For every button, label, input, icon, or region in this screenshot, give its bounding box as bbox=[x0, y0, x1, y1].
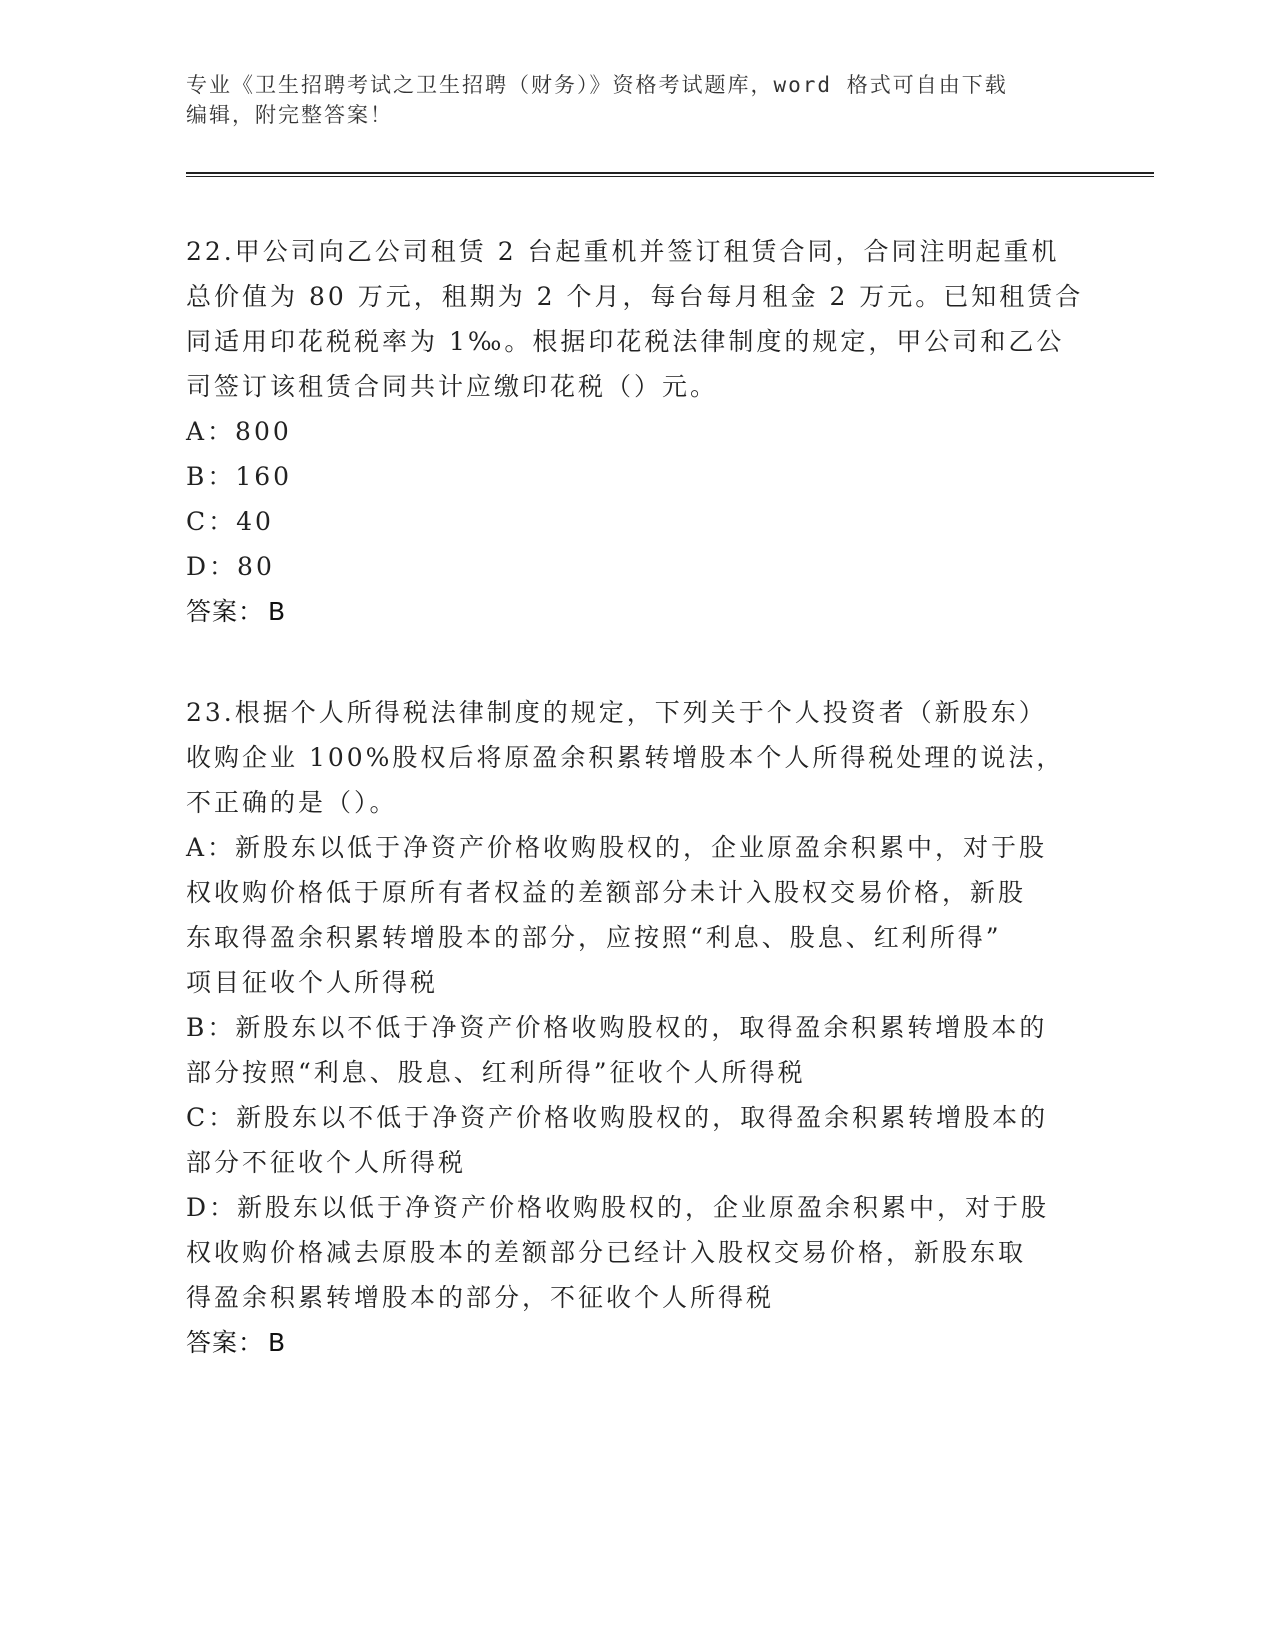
question-stem bbox=[186, 229, 1154, 409]
stem-line: 收购企业 100%股权后将原盈余积累转增股本个人所得税处理的说法， bbox=[186, 743, 1065, 772]
document-header bbox=[186, 70, 1154, 130]
header-line: 编辑，附完整答案！ bbox=[186, 103, 393, 127]
option-a bbox=[186, 825, 1154, 1005]
option-line: D：新股东以低于净资产价格收购股权的，企业原盈余积累中，对于股 bbox=[186, 1193, 1050, 1222]
stem-line: 司签订该租赁合同共计应缴印花税（）元。 bbox=[186, 372, 719, 401]
divider-thick-line bbox=[186, 172, 1154, 174]
option-line: A：新股东以低于净资产价格收购股权的，企业原盈余积累中，对于股 bbox=[186, 833, 1048, 862]
option-b bbox=[186, 454, 1154, 499]
option-line: C：40 bbox=[186, 507, 274, 536]
option-line: 东取得盈余积累转增股本的部分，应按照“利息、股息、红利所得” bbox=[186, 923, 1002, 952]
question-22 bbox=[186, 229, 1154, 634]
answer-line bbox=[186, 1320, 1154, 1365]
option-a bbox=[186, 409, 1154, 454]
question-23 bbox=[186, 690, 1154, 1365]
header-divider bbox=[186, 172, 1154, 177]
stem-line: 23.根据个人所得税法律制度的规定，下列关于个人投资者（新股东） bbox=[186, 698, 1047, 727]
document-page bbox=[186, 70, 1154, 1365]
stem-line: 总价值为 80 万元，租期为 2 个月，每台每月租金 2 万元。已知租赁合 bbox=[186, 282, 1084, 311]
option-line: 权收购价格低于原所有者权益的差额部分未计入股权交易价格，新股 bbox=[186, 878, 1027, 907]
option-b bbox=[186, 1005, 1154, 1095]
option-c bbox=[186, 499, 1154, 544]
option-line: 项目征收个人所得税 bbox=[186, 968, 439, 997]
option-d bbox=[186, 1185, 1154, 1320]
option-d bbox=[186, 544, 1154, 589]
option-line: B：160 bbox=[186, 462, 293, 491]
answer-line bbox=[186, 589, 1154, 634]
answer-label: 答案： bbox=[186, 597, 265, 626]
question-stem bbox=[186, 690, 1154, 825]
option-line: 得盈余积累转增股本的部分，不征收个人所得税 bbox=[186, 1283, 775, 1312]
stem-line: 同适用印花税税率为 1‰。根据印花税法律制度的规定，甲公司和乙公 bbox=[186, 327, 1065, 356]
option-line: B：新股东以不低于净资产价格收购股权的，取得盈余积累转增股本的 bbox=[186, 1013, 1048, 1042]
answer-value: B bbox=[268, 597, 287, 626]
option-line: D：80 bbox=[186, 552, 275, 581]
answer-label: 答案： bbox=[186, 1328, 265, 1357]
option-line: 部分按照“利息、股息、红利所得”征收个人所得税 bbox=[186, 1058, 806, 1087]
option-line: A：800 bbox=[186, 417, 292, 446]
header-line: 专业《卫生招聘考试之卫生招聘（财务）》资格考试题库，word 格式可自由下载 bbox=[186, 73, 1008, 97]
stem-line: 22.甲公司向乙公司租赁 2 台起重机并签订租赁合同，合同注明起重机 bbox=[186, 237, 1060, 266]
option-line: 部分不征收个人所得税 bbox=[186, 1148, 467, 1177]
option-c bbox=[186, 1095, 1154, 1185]
option-line: 权收购价格减去原股本的差额部分已经计入股权交易价格，新股东取 bbox=[186, 1238, 1027, 1267]
option-line: C：新股东以不低于净资产价格收购股权的，取得盈余积累转增股本的 bbox=[186, 1103, 1049, 1132]
answer-value: B bbox=[268, 1328, 287, 1357]
stem-line: 不正确的是（）。 bbox=[186, 788, 398, 817]
divider-thin-line bbox=[186, 176, 1154, 177]
